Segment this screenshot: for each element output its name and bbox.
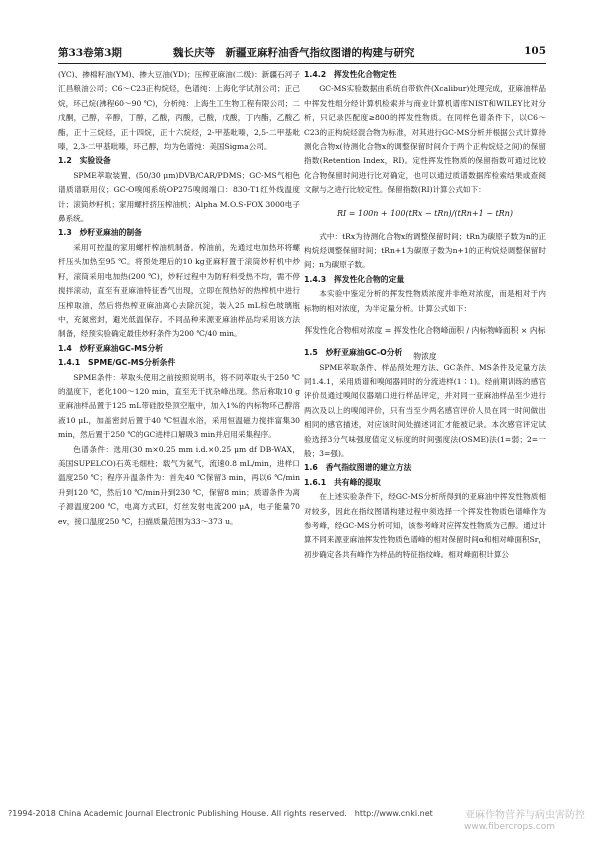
section-1-6-1-heading: 1.6.1 共有峰的提取 bbox=[304, 477, 381, 487]
formula-variables-paragraph: 式中：tRx为待测化合物x的调整保留时间；tRn为碳原子数为n的正构烷烃调整保留时间；tRn+1为碳原子数为n+1的正构烷烃调整保留时间；n为碳原子数。 bbox=[304, 231, 546, 270]
section-1-2-heading: 1.2 实验设备 bbox=[58, 156, 111, 166]
copyright-notice: ?1994-2018 China Academic Journal Electronic Publishing House. All rights reserved. http://www.cnki.net bbox=[8, 809, 433, 818]
spme-conditions-paragraph: SPME条件：萃取头使用之前按照说明书，将不同萃取头于250 ℃的温度下，老化100～120 min，直至无干扰杂峰出现。然后称取10 g亚麻油样品置于125 mL带硅胶垫顶空瓶中，加入1%的内标物环己醇溶液10 μL，加盖密封后置于40 ℃恒温水浴，采用恒温磁力搅拌富集30 min，然后置于250 ℃的GC进样口解吸3 min并启用采集程序。 bbox=[58, 372, 300, 440]
watermark-text: 亚麻作物营养与病虫害防控 bbox=[465, 810, 585, 821]
qualitative-paragraph: GC-MS实验数据由系统自带软件(Xcalibur)处理完成，亚麻油样品中挥发性组分经计算机检索并与商业计算机谱库NIST和WILEY比对分析，只记录匹配度≥800的挥发性物质。在同样色谱条件下，以C6～C23的正构烷烃混合物为标准，对其进行GC-MS分析并根据公式计算待测化合物x(待测化合物x的调整保留时间介于两个正构烷烃之间)的保留指数(Retention Index，RI)。定性挥发性物质的保留指数可通过比较化合物保留时间进行比对确定，也可以通过质谱数据库检索结果或查阅文献与之进行比较定性。保留指数(RI)计算公式如下： bbox=[304, 84, 546, 195]
materials-paragraph: (YC)、掺棉籽油(YM)、掺大豆油(YD)；压榨亚麻油(二级)：新疆石河子汇昌粮油公司；C6～C23正构烷烃，色谱纯：上海化学试剂公司；正己烷，环己烷(沸程60～90 ℃)，分析纯：上海生工生物工程有限公司；二戊酮，己醇，辛醇，丁醇，乙酸，丙酸，己酸，戊酸，丁内酯，乙酸乙酯，正十三烷烃，正十四烷，正十六烷烃，2-甲基吡嗪，2,5-二甲基吡嗪，2,3-二甲基吡嗪，环己醇，均为色谱纯：美国Sigma公司。 bbox=[58, 70, 300, 152]
oil-preparation-paragraph: 采用可控温的家用螺杆榨油机制备。榨油前，先通过电加热环将螺杆压头加热至95 ℃。将预处理后的10 kg亚麻籽置于滚筒炒籽机中炒籽，滚筒采用电加热(200 ℃)，炒籽过程中为防籽料受热不均，需不停搅拌滚动，直至有亚麻油特征香气出现，立即在预热好的热榨机中进行压榨取油，然后将热榨亚麻油离心去除沉淀，装入25 mL棕色玻璃瓶中，充氮密封，避光低温保存。不同品种来源亚麻油样品均采用该方法制备，经预实验确定最佳炒籽条件为200 ℃/40 min。 bbox=[58, 242, 300, 339]
relative-concentration-formula: 挥发性化合物相对浓度 = 挥发性化合物峰面积 / 内标物峰面积 × 内标物浓度 bbox=[304, 326, 546, 362]
watermark-url: www.fibercrops.com bbox=[464, 822, 555, 832]
section-1-3-heading: 1.3 炒籽亚麻油的制备 bbox=[58, 228, 142, 238]
quantitative-paragraph: 本实验中鉴定分析的挥发性物质浓度并非绝对浓度，而是相对于内标物的相对浓度，为半定量分析。计算公式如下： bbox=[304, 289, 546, 313]
retention-index-formula: RI = 100n + 100(tRx − tRn)/(tRn+1 − tRn) bbox=[337, 208, 513, 218]
journal-volume: 第33卷第3期 bbox=[58, 47, 122, 59]
section-1-4-2-heading: 1.4.2 挥发性化合物定性 bbox=[304, 70, 397, 79]
section-1-4-heading: 1.4 炒籽亚麻油GC-MS分析 bbox=[58, 343, 164, 353]
left-column bbox=[58, 68, 300, 529]
page-header bbox=[58, 45, 546, 61]
section-1-4-3-heading: 1.4.3 挥发性化合物的定量 bbox=[304, 274, 405, 284]
page-number: 105 bbox=[524, 45, 546, 57]
chromatography-conditions-paragraph: 色谱条件：选用(30 m×0.25 mm i.d.×0.25 μm df DB-WAX，美国SUPELCO)石英毛细柱；载气为氦气，流速0.8 mL/min，进样口温度250 ℃；程序升温条件为：首先40 ℃保留3 min，再以6 ℃/min升到120 ℃，然后10 ℃/min升到230 ℃，保留8 min；质谱条件为离子源温度200 ℃，电离方式EI，灯丝发射电流200 μA，电子能量70 ev，接口温度250 ℃，扫描质量范围为33～373 u。 bbox=[58, 444, 300, 526]
running-title: 魏长庆等 新疆亚麻籽油香气指纹图谱的构建与研究 bbox=[173, 47, 415, 59]
gc-o-paragraph: SPME萃取条件、样品预处理方法、GC条件、MS条件及定量方法同1.4.1，采用质谱和嗅闻器同时的分流进样(1∶1)。经前期训练的感官评价员通过嗅闻仪器端口进行样品评定，并对同一亚麻油样品至少进行两次及以上的嗅闻评价，只有当至少两名感官评价人员在同一时间做出相同的感官描述，对应该时间处描述词汇才能被记录。本次感官评定试验选择3分气味强度值定义标度的时间强度法(OSME)法(1=弱；2=一般；3=强)。 bbox=[304, 362, 546, 458]
section-1-5-heading: 1.5 炒籽亚麻油GC-O分析 bbox=[304, 348, 403, 358]
header-rule bbox=[58, 63, 546, 64]
section-1-6-heading: 1.6 香气指纹图谱的建立方法 bbox=[304, 463, 412, 473]
right-column bbox=[304, 68, 546, 562]
common-peak-paragraph: 在上述实验条件下，经GC-MS分析所得到的亚麻油中挥发性物质相对较多，因此在指纹图谱构建过程中须选择一个挥发性物质色谱峰作为参考峰，经GC-MS分析可知，该参考峰对应挥发性物质为己醇。通过计算不同来源亚麻油挥发性物质色谱峰的相对保留时间α和相对峰面积Sr，初步确定各共有峰作为样品的特征指纹峰。相对峰面积计算公 bbox=[304, 492, 546, 559]
equipment-paragraph: SPME萃取装置、(50/30 μm)DVB/CAR/PDMS；GC-MS气相色谱质谱联用仪；GC-O嗅闻系统OP275嗅闻端口：830-T1红外线温度计；滚筒炒籽机；家用螺杆挤压榨油机；Alpha M.O.S-FOX 3000电子鼻系统。 bbox=[58, 170, 300, 224]
section-1-4-1-heading: 1.4.1 SPME/GC-MS分析条件 bbox=[58, 358, 176, 368]
